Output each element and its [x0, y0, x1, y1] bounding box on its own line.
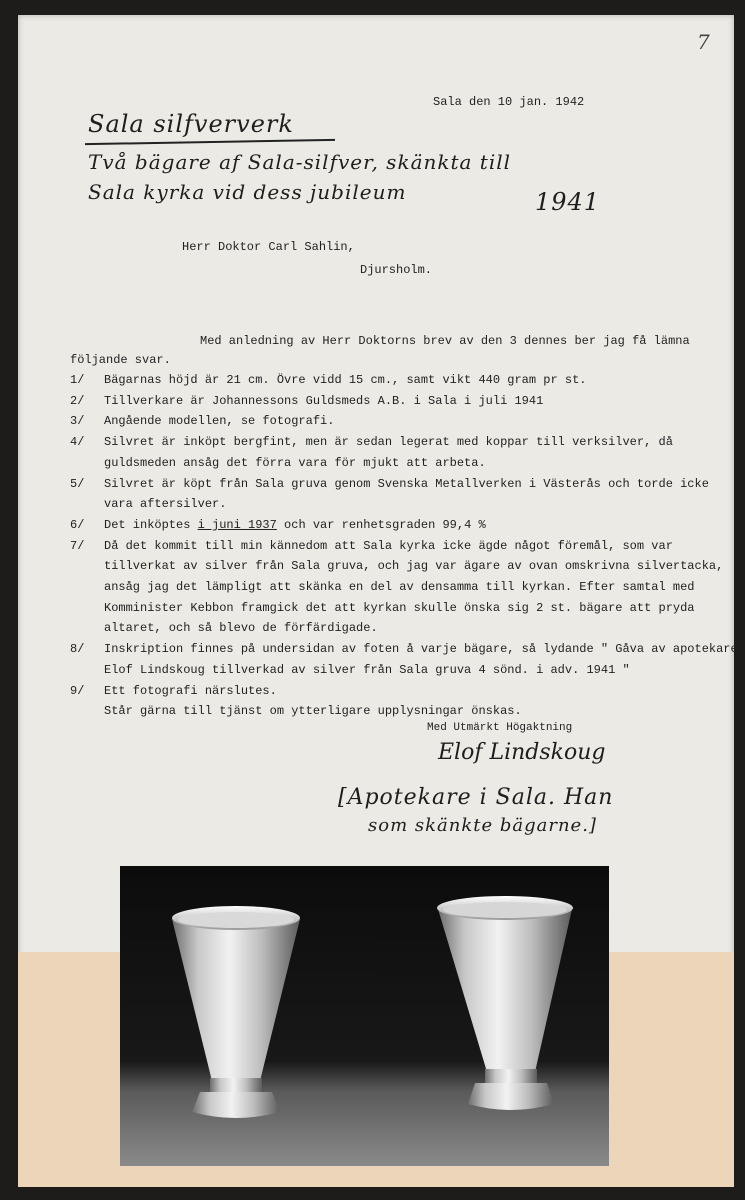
list-item: 1/ Bägarnas höjd är 21 cm. Övre vidd 15 cm., samt vikt 440 gram pr st.	[70, 373, 587, 387]
handwritten-title: Sala silfververk	[88, 110, 294, 138]
list-item: 2/ Tillverkare är Johannessons Guldsmeds A.B. i Sala i juli 1941	[70, 393, 544, 408]
list-item: 3/ Angående modellen, se fotografi.	[70, 414, 335, 429]
list-item: 7/ Då det kommit till min kännedom att Sala kyrka icke ägde något föremål, som var tillverkat av silver från Sala gruva, och jag var ägare av ovan omskrivna silvertacka, ansåg jag det lämpligt att skänka en del av densamma till kyrkan. Efter samtal med Komminister Kebbon framgick det att kyrkan skulle önska sig 2 st. bägare att pryda altaret, och så blevo de förfärdigade.	[70, 538, 724, 636]
list-item: 8/ Inskription finnes på undersidan av foten å varje bägare, så lydande " Gåva av apotekare Elof Lindskoug tillverkad av silver från Sala gruva 4 sönd. i adv. 1941 "	[70, 642, 738, 677]
handwritten-line-1: Två bägare af Sala-silfver, skänkta till	[88, 150, 512, 174]
dateline: Sala den 10 jan. 1942	[433, 95, 585, 109]
handwritten-year: 1941	[535, 188, 601, 216]
addressee-name: Herr Doktor Carl Sahlin,	[182, 240, 355, 254]
signature: Elof Lindskoug	[438, 740, 606, 765]
handwritten-note-line-1: [Apotekare i Sala. Han	[338, 785, 614, 810]
list-item: 5/ Silvret är köpt från Sala gruva genom Svenska Metallverken i Västerås och torde icke vara aftersilver.	[70, 476, 709, 512]
list-item: 4/ Silvret är inköpt bergfint, men är sedan legerat med koppar till verksilver, då guldsmeden ansåg det förra vara för mjukt att arbeta.	[70, 435, 673, 470]
list-item: 6/ Det inköptes i juni 1937 och var renhetsgraden 99,4 %	[70, 517, 486, 532]
list-item: 9/ Ett fotografi närslutes. Står gärna till tjänst om ytterligare upplysningar önskas.	[70, 683, 522, 719]
intro-line-1: Med anledning av Herr Doktorns brev av den 3 dennes ber jag få lämna	[200, 334, 690, 348]
handwritten-line-2: Sala kyrka vid dess jubileum	[88, 180, 407, 204]
intro-line-2: följande svar.	[70, 353, 171, 367]
page-number: 7	[697, 30, 710, 54]
handwritten-note-line-2: som skänkte bägarne.]	[368, 815, 597, 836]
goblets-image	[120, 866, 609, 1166]
addressee-place: Djursholm.	[360, 263, 433, 277]
answer-list	[70, 370, 738, 722]
closing-salutation: Med Utmärkt Högaktning	[427, 722, 573, 734]
goblets-photograph	[120, 866, 609, 1166]
